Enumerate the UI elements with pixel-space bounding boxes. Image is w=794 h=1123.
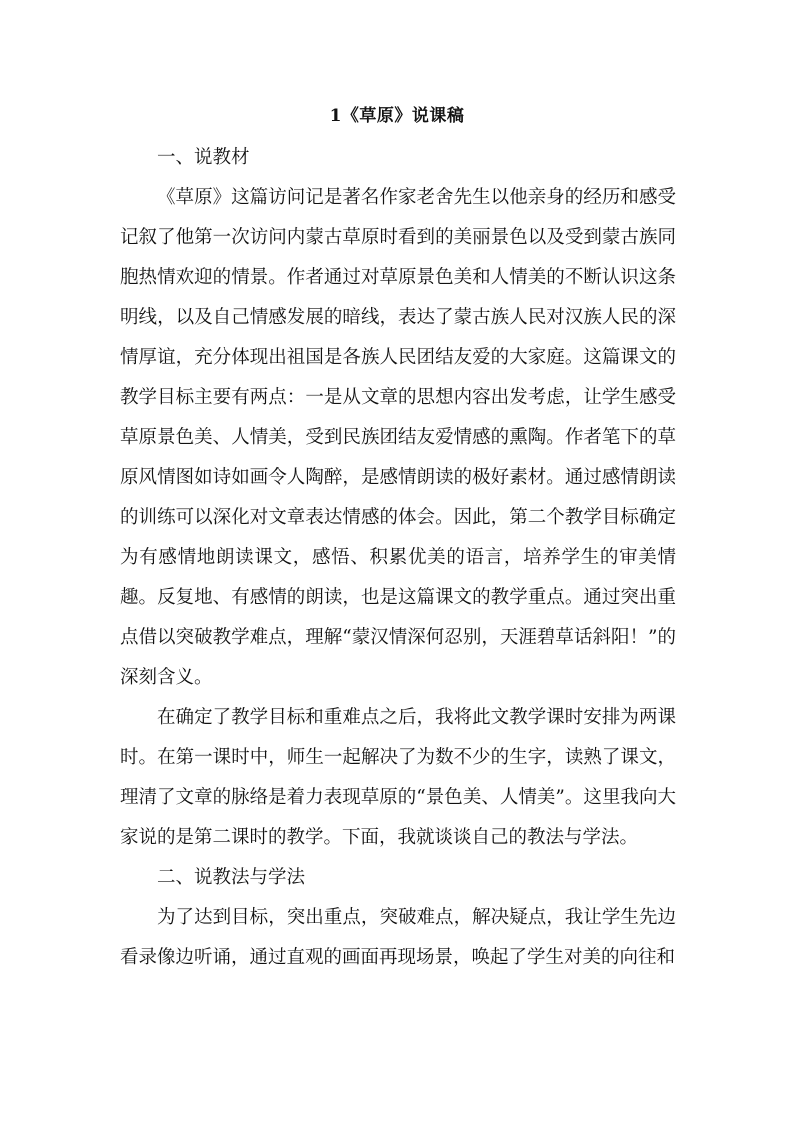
paragraph-lesson-plan: 在确定了教学目标和重难点之后，我将此文教学课时安排为两课时。在第一课时中，师生一起解决了为数不少的生字，读熟了课文，理清了文章的脉络是着力表现草原的“景色美、人情美”。这里我向大家说的是第二课时的教学。下面，我就谈谈自己的教法与学法。 [120,707,676,848]
paragraph-textbook-analysis: 《草原》这篇访问记是著名作家老舍先生以他亲身的经历和感受记叙了他第一次访问内蒙古草原时看到的美丽景色以及受到蒙古族同胞热情欢迎的情景。作者通过对草原景色美和人情美的不断认识这条明线，以及自己情感发展的暗线，表达了蒙古族人民对汉族人民的深情厚谊，充分体现出祖国是各族人民团结友爱的大家庭。这篇课文的教学目标主要有两点：一是从文章的思想内容出发考虑，让学生感受草原景色美、人情美，受到民族团结友爱情感的熏陶。作者笔下的草原风情图如诗如画令人陶醉，是感情朗读的极好素材。通过感情朗读的训练可以深化对文章表达情感的体会。因此，第二个教学目标确定为有感情地朗读课文，感悟、积累优美的语言，培养学生的审美情趣。反复地、有感情的朗读，也是这篇课文的教学重点。通过突出重点借以突破教学难点，理解“蒙汉情深何忍别，天涯碧草话斜阳！”的深刻含义。 [120,187,676,688]
document-title: 1《草原》说课稿 [329,106,465,126]
document-body [120,138,676,978]
section-heading-teaching-material: 一、说教材 [157,147,250,168]
paragraph-teaching-method: 为了达到目标，突出重点，突破难点，解决疑点，我让学生先边看录像边听诵，通过直观的画面再现场景，唤起了学生对美的向往和 [120,907,676,968]
section-heading-teaching-method: 二、说教法与学法 [157,867,306,888]
